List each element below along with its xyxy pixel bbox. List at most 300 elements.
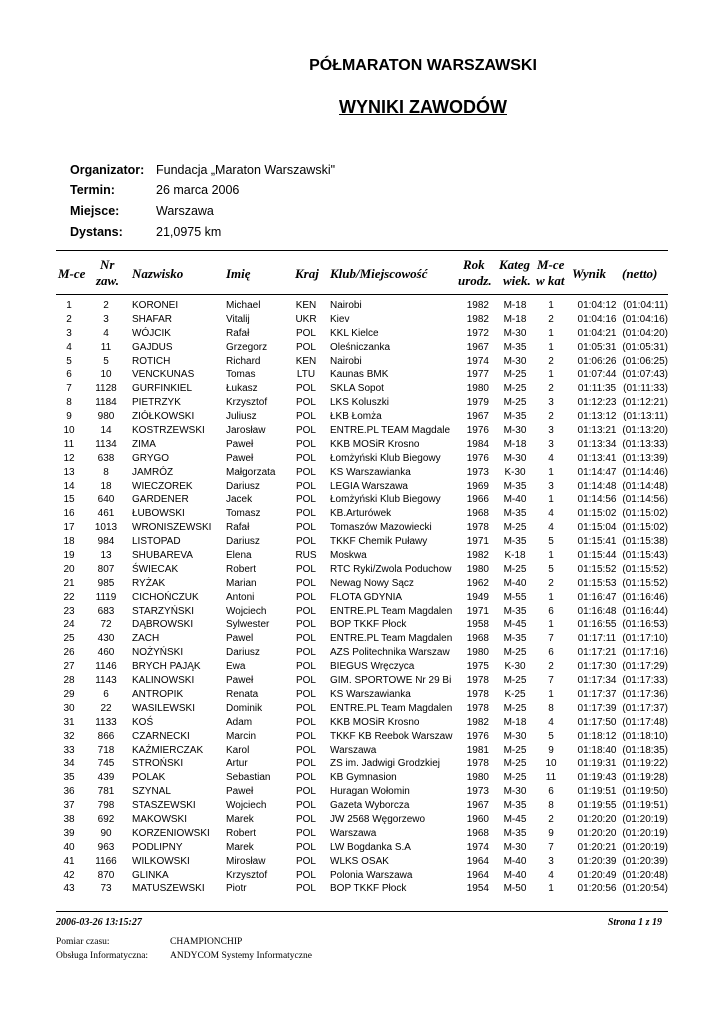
cell-surname: CICHOŃCZUK	[132, 591, 199, 603]
footer-page-number: Strona 1 z 19	[607, 917, 662, 928]
cell-category-position: 2	[548, 661, 554, 673]
cell-country: POL	[295, 647, 316, 659]
cell-net-time: (01:13:11)	[623, 411, 668, 423]
cell-position: 23	[63, 605, 75, 617]
organizer-value: Fundacja „Maraton Warszawski"	[156, 163, 336, 177]
cell-first-name: Marcin	[226, 730, 257, 742]
cell-bib-number: 90	[100, 827, 112, 839]
cell-time: 01:13:12	[577, 411, 617, 423]
cell-country: POL	[295, 661, 316, 673]
cell-time: 01:15:04	[577, 522, 617, 534]
cell-age-category: M-35	[503, 508, 527, 520]
cell-bib-number: 1146	[95, 661, 117, 673]
cell-birth-year: 1962	[466, 577, 489, 589]
cell-club: Warszawa	[330, 744, 377, 756]
cell-category-position: 6	[548, 786, 554, 798]
cell-position: 31	[63, 716, 75, 728]
cell-category-position: 2	[548, 813, 554, 825]
cell-net-time: (01:17:29)	[622, 661, 668, 673]
cell-first-name: Marek	[226, 813, 254, 825]
cell-position: 10	[63, 425, 75, 437]
cell-surname: KORZENIOWSKI	[132, 827, 210, 839]
cell-club: LEGIA Warszawa	[330, 480, 408, 492]
cell-bib-number: 1013	[94, 522, 118, 534]
cell-category-position: 7	[548, 841, 554, 853]
cell-surname: ZACH	[132, 633, 160, 645]
cell-time: 01:05:31	[577, 341, 617, 353]
cell-category-position: 4	[548, 869, 554, 881]
cell-position: 2	[66, 313, 72, 325]
col-cat-header-2: wiek.	[503, 273, 531, 288]
header-bottom-rule	[56, 294, 668, 295]
cell-time: 01:17:30	[577, 661, 617, 673]
cell-club: ENTRE.PL Team Magdalen	[330, 633, 453, 645]
cell-bib-number: 73	[100, 883, 112, 895]
table-row	[56, 438, 668, 452]
cell-position: 14	[63, 480, 75, 492]
cell-country: POL	[295, 758, 316, 770]
cell-club: Nairobi	[330, 355, 362, 367]
cell-surname: GARDENER	[132, 494, 189, 506]
cell-club: ŁKB Łomża	[330, 411, 382, 423]
cell-position: 1	[66, 300, 72, 311]
cell-time: 01:20:21	[577, 841, 617, 853]
cell-age-category: M-35	[503, 800, 527, 812]
cell-country: POL	[295, 327, 316, 339]
cell-first-name: Adam	[226, 716, 253, 728]
cell-position: 5	[66, 355, 72, 367]
cell-position: 19	[63, 550, 75, 562]
cell-time: 01:04:16	[577, 313, 617, 325]
table-row	[56, 757, 668, 771]
table-row	[56, 299, 668, 313]
cell-age-category: M-40	[503, 577, 527, 589]
col-catpos-header-1: M-ce	[537, 257, 565, 272]
cell-time: 01:13:41	[577, 452, 617, 464]
document-subtitle: WYNIKI ZAWODÓW	[339, 97, 507, 117]
cell-category-position: 2	[548, 383, 554, 395]
cell-category-position: 2	[548, 411, 554, 423]
cell-bib-number: 745	[97, 758, 115, 770]
cell-age-category: M-25	[503, 758, 527, 770]
cell-position: 13	[63, 466, 75, 478]
cell-age-category: M-30	[503, 786, 527, 798]
cell-position: 25	[63, 633, 75, 645]
cell-age-category: K-30	[504, 661, 526, 673]
cell-club: WLKS OSAK	[330, 855, 389, 867]
cell-category-position: 1	[548, 466, 554, 478]
cell-club: RTC Ryki/Zwola Poduchow	[330, 563, 452, 575]
cell-position: 35	[63, 772, 75, 784]
cell-country: POL	[295, 508, 316, 520]
cell-surname: STASZEWSKI	[132, 800, 196, 812]
cell-surname: MAKOWSKI	[132, 813, 188, 825]
cell-first-name: Robert	[226, 563, 257, 575]
cell-net-time: (01:17:10)	[622, 633, 668, 645]
cell-net-time: (01:15:02)	[622, 522, 668, 534]
table-row	[56, 785, 668, 799]
cell-net-time: (01:15:43)	[622, 550, 668, 562]
cell-bib-number: 1128	[95, 383, 117, 395]
col-country-header: Kraj	[295, 266, 319, 281]
cell-category-position: 1	[548, 494, 554, 506]
cell-bib-number: 781	[97, 786, 115, 798]
results-header	[56, 255, 668, 293]
cell-age-category: M-35	[503, 536, 527, 548]
cell-club: AZS Politechnika Warszaw	[330, 647, 450, 659]
cell-club: TKKF KB Reebok Warszaw	[330, 730, 453, 742]
cell-age-category: M-18	[503, 716, 527, 728]
cell-time: 01:15:44	[577, 550, 617, 562]
distance-value: 21,0975 km	[156, 225, 222, 239]
cell-age-category: M-30	[503, 452, 527, 464]
cell-country: POL	[295, 452, 316, 464]
table-row	[56, 855, 668, 869]
cell-birth-year: 1969	[466, 480, 489, 492]
col-nr-header-2: zaw.	[96, 273, 119, 288]
cell-age-category: M-18	[503, 313, 527, 325]
cell-time: 01:20:20	[577, 813, 617, 825]
cell-birth-year: 1973	[466, 466, 489, 478]
table-row	[56, 410, 668, 424]
cell-birth-year: 1980	[466, 563, 489, 575]
cell-bib-number: 1143	[95, 675, 117, 687]
cell-position: 18	[63, 536, 75, 548]
cell-position: 16	[63, 508, 75, 520]
cell-birth-year: 1949	[466, 591, 489, 603]
place-value: Warszawa	[156, 204, 214, 218]
cell-age-category: K-30	[504, 466, 526, 478]
cell-time: 01:20:49	[577, 869, 617, 881]
cell-net-time: (01:16:44)	[622, 605, 668, 617]
cell-country: POL	[295, 466, 316, 478]
cell-net-time: (01:13:33)	[622, 438, 668, 450]
cell-time: 01:20:20	[577, 827, 617, 839]
col-net-header: (netto)	[622, 266, 658, 281]
cell-country: UKR	[295, 313, 317, 325]
cell-position: 17	[63, 522, 75, 534]
cell-net-time: (01:20:39)	[622, 855, 668, 867]
cell-country: POL	[295, 563, 316, 575]
cell-surname: KORONEI	[132, 300, 179, 311]
cell-surname: JAMRÓZ	[132, 466, 174, 478]
cell-position: 41	[63, 855, 75, 867]
cell-net-time: (01:14:56)	[622, 494, 668, 506]
cell-club: Moskwa	[330, 550, 367, 562]
cell-net-time: (01:05:31)	[622, 341, 668, 353]
cell-birth-year: 1968	[466, 633, 489, 645]
cell-net-time: (01:17:36)	[622, 688, 668, 700]
cell-category-position: 8	[548, 800, 554, 812]
cell-first-name: Paweł	[226, 675, 254, 687]
cell-surname: KOŚ	[132, 716, 154, 728]
table-row	[56, 771, 668, 785]
cell-bib-number: 22	[100, 702, 112, 714]
cell-birth-year: 1971	[466, 605, 489, 617]
cell-category-position: 4	[548, 716, 554, 728]
cell-bib-number: 798	[97, 800, 115, 812]
cell-time: 01:16:47	[577, 591, 617, 603]
cell-country: POL	[295, 397, 316, 409]
cell-position: 8	[66, 397, 72, 409]
cell-first-name: Paweł	[226, 452, 254, 464]
document-title: PÓŁMARATON WARSZAWSKI	[309, 57, 537, 74]
cell-net-time: (01:12:21)	[622, 397, 668, 409]
cell-birth-year: 1967	[466, 411, 489, 423]
cell-country: POL	[295, 813, 316, 825]
header-top-rule	[56, 250, 668, 251]
cell-position: 38	[63, 813, 75, 825]
cell-bib-number: 1119	[95, 591, 117, 603]
cell-position: 11	[63, 438, 75, 450]
cell-country: POL	[295, 841, 316, 853]
table-row	[56, 716, 668, 730]
cell-bib-number: 1166	[95, 855, 117, 867]
cell-birth-year: 1979	[466, 397, 489, 409]
cell-surname: ŁUBOWSKI	[132, 508, 185, 520]
table-row	[56, 382, 668, 396]
cell-club: Łomżyński Klub Biegowy	[330, 452, 441, 464]
cell-net-time: (01:16:53)	[622, 619, 668, 631]
cell-time: 01:04:12	[577, 300, 617, 311]
cell-country: POL	[295, 619, 316, 631]
cell-surname: PODLIPNY	[132, 841, 183, 853]
cell-net-time: (01:04:11)	[623, 300, 668, 311]
cell-position: 40	[63, 841, 75, 853]
results-table	[56, 299, 668, 896]
cell-surname: KOSTRZEWSKI	[132, 425, 205, 437]
cell-position: 3	[66, 327, 72, 339]
cell-category-position: 6	[548, 605, 554, 617]
cell-age-category: M-45	[503, 813, 527, 825]
cell-bib-number: 1133	[95, 716, 117, 728]
cell-age-category: M-25	[503, 675, 527, 687]
cell-country: POL	[295, 591, 316, 603]
it-label: Obsługa Informatyczna:	[56, 951, 149, 961]
cell-time: 01:18:40	[577, 744, 617, 756]
cell-country: POL	[295, 411, 316, 423]
cell-net-time: (01:06:25)	[622, 355, 668, 367]
cell-age-category: M-30	[503, 425, 527, 437]
cell-club: BOP TKKF Płock	[330, 619, 407, 631]
cell-birth-year: 1982	[466, 300, 489, 311]
footer-timestamp: 2006-03-26 13:15:27	[56, 917, 142, 928]
col-catpos-header-2: w kat	[536, 273, 565, 288]
cell-birth-year: 1980	[466, 383, 489, 395]
cell-surname: SHAFAR	[132, 313, 173, 325]
table-row	[56, 632, 668, 646]
cell-bib-number: 439	[97, 772, 115, 784]
cell-birth-year: 1964	[466, 869, 489, 881]
cell-time: 01:13:34	[577, 438, 617, 450]
cell-country: POL	[295, 522, 316, 534]
cell-net-time: (01:04:20)	[622, 327, 668, 339]
table-row	[56, 618, 668, 632]
cell-age-category: M-25	[503, 772, 527, 784]
cell-time: 01:16:55	[577, 619, 617, 631]
col-firstname-header: Imię	[226, 266, 251, 281]
cell-age-category: M-30	[503, 355, 527, 367]
cell-position: 33	[63, 744, 75, 756]
cell-position: 37	[63, 800, 75, 812]
table-row	[56, 730, 668, 744]
cell-surname: WÓJCIK	[132, 327, 171, 339]
cell-first-name: Elena	[226, 550, 252, 562]
cell-first-name: Tomasz	[226, 508, 261, 520]
cell-bib-number: 640	[97, 494, 115, 506]
cell-country: POL	[295, 425, 316, 437]
cell-time: 01:17:39	[577, 702, 617, 714]
place-label: Miejsce:	[70, 204, 120, 218]
cell-bib-number: 870	[97, 869, 115, 881]
table-row	[56, 396, 668, 410]
cell-net-time: (01:17:16)	[622, 647, 668, 659]
cell-category-position: 3	[548, 855, 554, 867]
cell-net-time: (01:16:46)	[622, 591, 668, 603]
cell-bib-number: 6	[103, 688, 109, 700]
cell-country: POL	[295, 383, 316, 395]
cell-country: POL	[295, 633, 316, 645]
cell-birth-year: 1981	[466, 744, 489, 756]
cell-age-category: M-40	[503, 855, 527, 867]
col-time-header: Wynik	[572, 266, 606, 281]
cell-time: 01:17:37	[577, 688, 617, 700]
cell-category-position: 1	[548, 550, 554, 562]
cell-birth-year: 1978	[466, 702, 489, 714]
cell-time: 01:16:48	[577, 605, 617, 617]
cell-club: Tomaszów Mazowiecki	[330, 522, 432, 534]
cell-club: Łomżyński Klub Biegowy	[330, 494, 441, 506]
cell-country: POL	[295, 605, 316, 617]
cell-club: Kaunas BMK	[330, 369, 389, 381]
cell-surname: PIETRZYK	[132, 397, 181, 409]
table-row	[56, 535, 668, 549]
cell-country: POL	[295, 702, 316, 714]
cell-country: POL	[295, 744, 316, 756]
cell-bib-number: 72	[100, 619, 112, 631]
cell-first-name: Robert	[226, 827, 257, 839]
table-row	[56, 744, 668, 758]
cell-net-time: (01:19:28)	[622, 772, 668, 784]
cell-category-position: 1	[548, 327, 554, 339]
cell-birth-year: 1978	[466, 758, 489, 770]
cell-position: 30	[63, 702, 75, 714]
cell-position: 15	[63, 494, 75, 506]
cell-position: 7	[66, 383, 72, 395]
cell-surname: WASILEWSKI	[132, 702, 195, 714]
table-row	[56, 480, 668, 494]
cell-surname: SZYNAL	[132, 786, 171, 798]
cell-time: 01:12:23	[577, 397, 617, 409]
table-row	[56, 660, 668, 674]
cell-surname: BRYCH PAJĄK	[132, 661, 201, 673]
cell-category-position: 1	[548, 341, 554, 353]
table-row	[56, 313, 668, 327]
distance-label: Dystans:	[70, 225, 123, 239]
cell-category-position: 4	[548, 508, 554, 520]
cell-surname: GURFINKIEL	[132, 383, 193, 395]
cell-birth-year: 1982	[466, 550, 489, 562]
cell-net-time: (01:19:51)	[622, 800, 668, 812]
cell-first-name: Dariusz	[226, 647, 260, 659]
cell-net-time: (01:20:54)	[622, 883, 668, 895]
cell-bib-number: 10	[100, 369, 112, 381]
cell-first-name: Tomas	[226, 369, 256, 381]
cell-surname: WIECZOREK	[132, 480, 193, 492]
table-row	[56, 341, 668, 355]
cell-position: 20	[63, 563, 75, 575]
table-row	[56, 355, 668, 369]
cell-birth-year: 1967	[466, 341, 489, 353]
cell-birth-year: 1982	[466, 716, 489, 728]
cell-bib-number: 985	[97, 577, 115, 589]
cell-first-name: Piotr	[226, 883, 247, 895]
cell-club: KKB MOSiR Krosno	[330, 438, 420, 450]
cell-club: ENTRE.PL TEAM Magdale	[330, 425, 451, 437]
cell-age-category: M-25	[503, 744, 527, 756]
cell-bib-number: 430	[97, 633, 115, 645]
cell-bib-number: 13	[100, 550, 112, 562]
cell-net-time: (01:20:48)	[622, 869, 668, 881]
cell-category-position: 3	[548, 480, 554, 492]
cell-time: 01:07:44	[577, 369, 617, 381]
cell-club: FLOTA GDYNIA	[330, 591, 403, 603]
cell-net-time: (01:17:33)	[622, 675, 668, 687]
cell-first-name: Antoni	[226, 591, 255, 603]
cell-category-position: 7	[548, 675, 554, 687]
organizer-label: Organizator:	[70, 163, 145, 177]
cell-surname: RYŻAK	[132, 577, 166, 589]
cell-country: POL	[295, 827, 316, 839]
table-row	[56, 841, 668, 855]
cell-category-position: 4	[548, 522, 554, 534]
cell-time: 01:20:56	[577, 883, 617, 895]
table-row	[56, 549, 668, 563]
cell-age-category: M-55	[503, 591, 527, 603]
cell-first-name: Krzysztof	[226, 397, 268, 409]
cell-net-time: (01:15:02)	[622, 508, 668, 520]
cell-surname: ŚWIECAK	[132, 563, 179, 575]
col-pos-header: M-ce	[58, 266, 86, 281]
cell-club: ENTRE.PL Team Magdalen	[330, 702, 453, 714]
cell-country: POL	[295, 688, 316, 700]
cell-surname: SHUBAREVA	[132, 550, 193, 562]
cell-age-category: M-25	[503, 522, 527, 534]
cell-category-position: 2	[548, 355, 554, 367]
table-row	[56, 688, 668, 702]
table-row	[56, 521, 668, 535]
cell-first-name: Grzegorz	[226, 341, 268, 353]
cell-time: 01:19:31	[577, 758, 617, 770]
cell-age-category: M-35	[503, 605, 527, 617]
cell-bib-number: 984	[97, 536, 115, 548]
cell-club: Oleśniczanka	[330, 341, 391, 353]
cell-net-time: (01:18:35)	[622, 744, 668, 756]
cell-net-time: (01:17:48)	[622, 716, 668, 728]
cell-position: 36	[63, 786, 75, 798]
cell-surname: CZARNECKI	[132, 730, 190, 742]
cell-birth-year: 1966	[466, 494, 489, 506]
cell-net-time: (01:15:38)	[622, 536, 668, 548]
cell-country: POL	[295, 869, 316, 881]
cell-first-name: Juliusz	[226, 411, 257, 423]
cell-club: Kiev	[330, 313, 350, 325]
cell-category-position: 1	[548, 883, 554, 895]
cell-age-category: M-35	[503, 827, 527, 839]
cell-surname: VENCKUNAS	[132, 369, 195, 381]
table-row	[56, 674, 668, 688]
cell-club: KB Gymnasion	[330, 772, 397, 784]
